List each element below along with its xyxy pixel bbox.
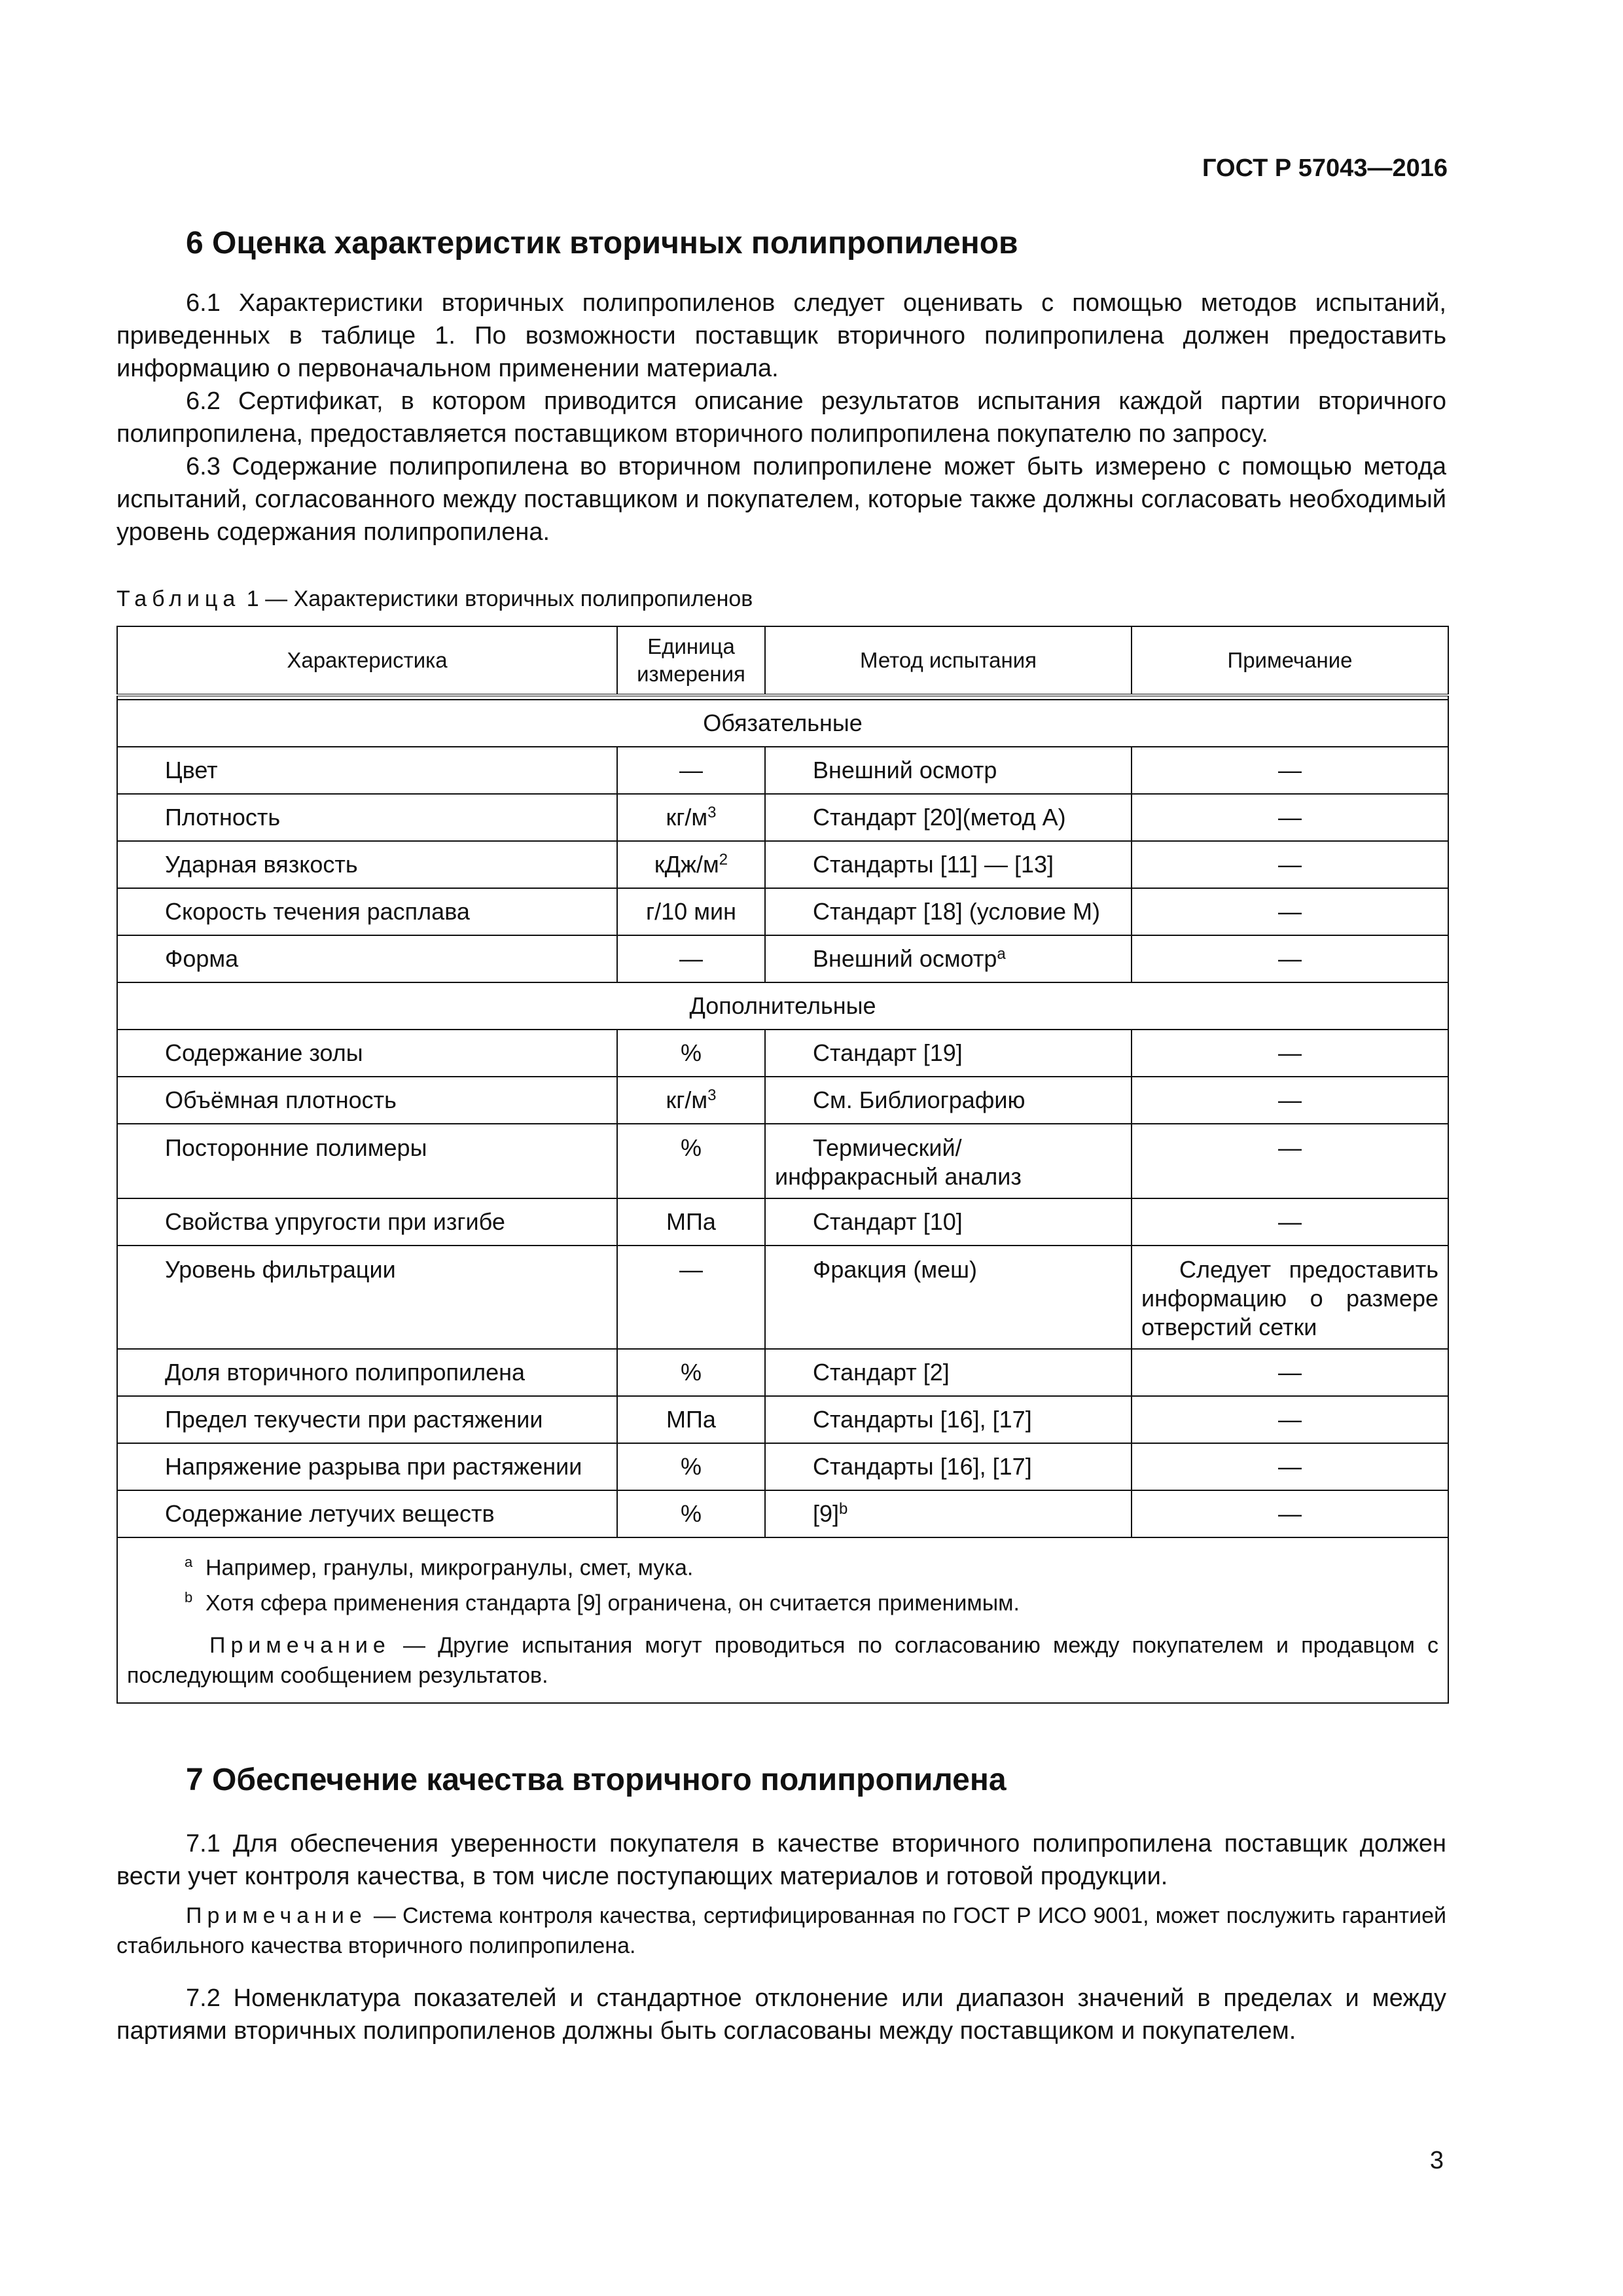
unit-text: кДж/м bbox=[654, 851, 719, 878]
cell-unit: г/10 мин bbox=[617, 888, 765, 935]
cell-name: Форма bbox=[117, 935, 617, 982]
cell-name: Уровень фильтрации bbox=[117, 1246, 617, 1349]
group-label: Обязательные bbox=[117, 700, 1448, 747]
cell-unit: % bbox=[617, 1124, 765, 1198]
paragraph-6-3 bbox=[116, 450, 1446, 548]
cell-note: — bbox=[1132, 841, 1448, 888]
table-row bbox=[117, 1246, 1448, 1349]
cell-unit bbox=[617, 794, 765, 841]
cell-unit: % bbox=[617, 1030, 765, 1077]
cell-name: Содержание летучих веществ bbox=[117, 1490, 617, 1537]
table-note-text: — Другие испытания могут проводиться по согласованию между покупателем и продавцом с последующим сообщением результатов. bbox=[127, 1632, 1438, 1688]
header-separator bbox=[117, 695, 1448, 700]
paragraph-6-3-text: 6.3 Содержание полипропилена во вторичном полипропилене может быть измерено с помощью метода испытаний, согласованного между поставщиком и покупателем, которые также должны согласовать необходимый уровень содержания полипропилена. bbox=[116, 453, 1446, 546]
unit-superscript: 3 bbox=[707, 804, 717, 821]
cell-note: — bbox=[1132, 1396, 1448, 1443]
cell-method bbox=[765, 1490, 1132, 1537]
table-row bbox=[117, 1443, 1448, 1490]
cell-note: — bbox=[1132, 1077, 1448, 1124]
table-row bbox=[117, 794, 1448, 841]
cell-name: Напряжение разрыва при растяжении bbox=[117, 1443, 617, 1490]
footnote-text: Хотя сфера применения стандарта [9] ограничена, он считается применимым. bbox=[205, 1590, 1020, 1616]
cell-note: — bbox=[1132, 1030, 1448, 1077]
cell-note: — bbox=[1132, 747, 1448, 794]
cell-name: Цвет bbox=[117, 747, 617, 794]
cell-name: Ударная вязкость bbox=[117, 841, 617, 888]
footnote-ref-a: a bbox=[997, 945, 1006, 963]
section-7-note bbox=[116, 1901, 1446, 1961]
table-notes-row bbox=[117, 1537, 1448, 1703]
cell-method: См. Библиографию bbox=[765, 1077, 1132, 1124]
paragraph-6-2-text: 6.2 Сертификат, в котором приводится описание результатов испытания каждой партии вторичного полипропилена, предоставляется поставщиком вторичного полипропилена покупателю по запросу. bbox=[116, 387, 1446, 448]
table-row bbox=[117, 747, 1448, 794]
table-caption-text: 1 — Характеристики вторичных полипропиленов bbox=[246, 586, 753, 611]
cell-note: — bbox=[1132, 1124, 1448, 1198]
characteristics-table bbox=[116, 626, 1449, 1704]
paragraph-6-1-text: 6.1 Характеристики вторичных полипропиленов следует оценивать с помощью методов испытаний, приведенных в таблице 1. По возможности поставщик вторичного полипропилена должен предоставить информацию о первоначальном применении материала. bbox=[116, 289, 1446, 382]
unit-superscript: 2 bbox=[719, 851, 728, 869]
cell-note: — bbox=[1132, 794, 1448, 841]
table-row bbox=[117, 1396, 1448, 1443]
cell-name: Предел текучести при растяжении bbox=[117, 1396, 617, 1443]
table-row bbox=[117, 888, 1448, 935]
table-notes bbox=[117, 1537, 1448, 1703]
header-note: Примечание bbox=[1132, 626, 1448, 695]
section-6-title: 6 Оценка характеристик вторичных полипропиленов bbox=[186, 226, 1018, 260]
cell-note: Следует предоставить информацию о размере отверстий сетки bbox=[1132, 1246, 1448, 1349]
cell-method: Фракция (меш) bbox=[765, 1246, 1132, 1349]
header-characteristic: Характеристика bbox=[117, 626, 617, 695]
table-row bbox=[117, 1349, 1448, 1396]
cell-note: — bbox=[1132, 1443, 1448, 1490]
cell-name: Посторонние полимеры bbox=[117, 1124, 617, 1198]
cell-note: — bbox=[1132, 1198, 1448, 1246]
table-header-row bbox=[117, 626, 1448, 695]
table-note-label: Примечание bbox=[209, 1632, 391, 1658]
cell-method: Стандарты [16], [17] bbox=[765, 1443, 1132, 1490]
cell-unit: — bbox=[617, 935, 765, 982]
footnote-mark: a bbox=[185, 1554, 193, 1570]
paragraph-7-1-text: 7.1 Для обеспечения уверенности покупателя в качестве вторичного полипропилена поставщик должен вести учет контроля качества, в том числе поступающих материалов и готовой продукции. bbox=[116, 1830, 1446, 1890]
cell-name: Содержание золы bbox=[117, 1030, 617, 1077]
table-row bbox=[117, 1198, 1448, 1246]
paragraph-7-2-text: 7.2 Номенклатура показателей и стандартное отклонение или диапазон значений в пределах и между партиями вторичных полипропиленов должны быть согласованы между поставщиком и покупателем. bbox=[116, 1984, 1446, 2045]
cell-method: Стандарты [11] — [13] bbox=[765, 841, 1132, 888]
method-text: [9] bbox=[813, 1500, 840, 1527]
cell-note: — bbox=[1132, 1349, 1448, 1396]
table-row bbox=[117, 1077, 1448, 1124]
paragraph-6-2 bbox=[116, 385, 1446, 450]
paragraph-6-1 bbox=[116, 287, 1446, 385]
section-7-note-label: Примечание bbox=[186, 1903, 367, 1928]
unit-text: кг/м bbox=[666, 804, 708, 831]
cell-method: Стандарт [2] bbox=[765, 1349, 1132, 1396]
footnote-text: Например, гранулы, микрогранулы, смет, мука. bbox=[205, 1555, 694, 1581]
cell-method bbox=[765, 935, 1132, 982]
paragraph-7-2 bbox=[116, 1982, 1446, 2047]
unit-superscript: 3 bbox=[707, 1086, 717, 1104]
cell-name: Свойства упругости при изгибе bbox=[117, 1198, 617, 1246]
table-row bbox=[117, 1030, 1448, 1077]
header-unit: Единица измерения bbox=[617, 626, 765, 695]
cell-unit: МПа bbox=[617, 1198, 765, 1246]
section-7-title: 7 Обеспечение качества вторичного полипропилена bbox=[186, 1763, 1007, 1797]
cell-method: Стандарт [18] (условие М) bbox=[765, 888, 1132, 935]
cell-unit: — bbox=[617, 747, 765, 794]
cell-method: Внешний осмотр bbox=[765, 747, 1132, 794]
table-caption-label: Таблица bbox=[116, 586, 241, 611]
cell-unit: % bbox=[617, 1443, 765, 1490]
paragraph-7-1 bbox=[116, 1827, 1446, 1893]
cell-name: Доля вторичного полипропилена bbox=[117, 1349, 617, 1396]
table-caption bbox=[116, 586, 753, 612]
cell-method: Стандарт [10] bbox=[765, 1198, 1132, 1246]
cell-unit: — bbox=[617, 1246, 765, 1349]
footnote-a bbox=[127, 1547, 1438, 1583]
table-note bbox=[127, 1630, 1438, 1691]
cell-name: Объёмная плотность bbox=[117, 1077, 617, 1124]
cell-name: Скорость течения расплава bbox=[117, 888, 617, 935]
document-code: ГОСТ Р 57043—2016 bbox=[1202, 154, 1448, 182]
cell-note: — bbox=[1132, 888, 1448, 935]
footnote-ref-b: b bbox=[839, 1500, 848, 1518]
cell-note: — bbox=[1132, 1490, 1448, 1537]
page-number: 3 bbox=[1429, 2147, 1444, 2174]
table-row bbox=[117, 935, 1448, 982]
method-text: Внешний осмотр bbox=[813, 945, 997, 972]
footnote-b bbox=[127, 1583, 1438, 1618]
cell-unit: % bbox=[617, 1490, 765, 1537]
group-label: Дополнительные bbox=[117, 982, 1448, 1030]
cell-unit: МПа bbox=[617, 1396, 765, 1443]
table-row bbox=[117, 841, 1448, 888]
section-7-note-text: — Система контроля качества, сертифицированная по ГОСТ Р ИСО 9001, может послужить гарантией стабильного качества вторичного полипропилена. bbox=[116, 1903, 1446, 1958]
cell-unit bbox=[617, 1077, 765, 1124]
cell-name: Плотность bbox=[117, 794, 617, 841]
cell-unit bbox=[617, 841, 765, 888]
group-row-required bbox=[117, 700, 1448, 747]
cell-note: — bbox=[1132, 935, 1448, 982]
cell-method: Термический/инфракрасный анализ bbox=[765, 1124, 1132, 1198]
table-row bbox=[117, 1124, 1448, 1198]
footnote-mark: b bbox=[185, 1589, 193, 1606]
cell-method: Стандарт [19] bbox=[765, 1030, 1132, 1077]
table-row bbox=[117, 1490, 1448, 1537]
unit-text: кг/м bbox=[666, 1086, 708, 1113]
cell-unit: % bbox=[617, 1349, 765, 1396]
header-method: Метод испытания bbox=[765, 626, 1132, 695]
cell-method: Стандарты [16], [17] bbox=[765, 1396, 1132, 1443]
cell-method: Стандарт [20](метод А) bbox=[765, 794, 1132, 841]
group-row-additional bbox=[117, 982, 1448, 1030]
